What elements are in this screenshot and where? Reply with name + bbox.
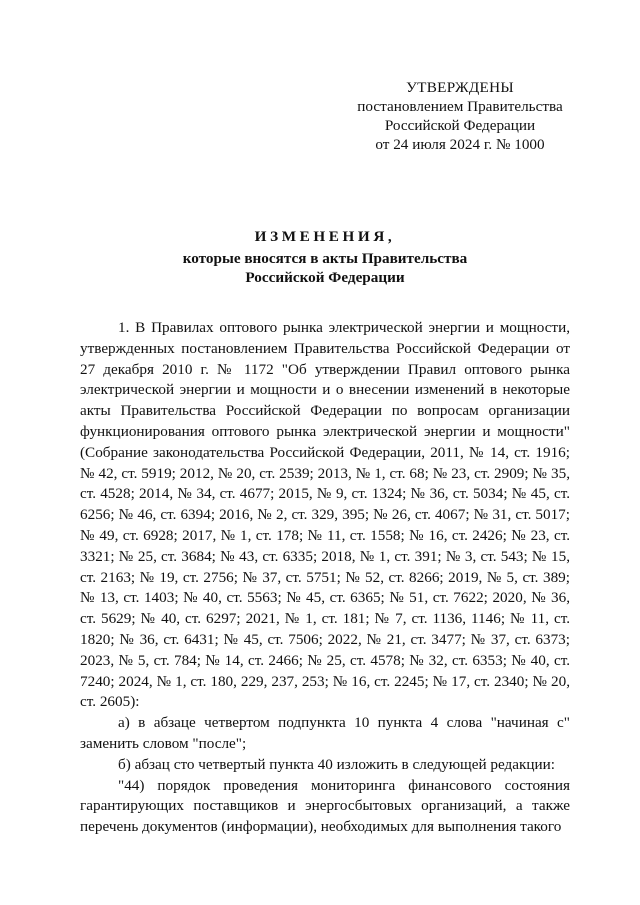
approval-block bbox=[330, 78, 590, 154]
paragraph-1: 1. В Правилах оптового рынка электрической энергии и мощности, утвержденных постановлением Правительства Российской Федерации от 27 декабря 2010 г. № 1172 "Об утверждении Правил оптового рынка электрической энергии и мощности и о внесении изменений в некоторые акты Правительства Российской Федерации по вопросам организации функционирования оптового рынка электрической энергии и мощности" (Собрание законодательства Российской Федерации, 2011, № 14, ст. 1916; № 42, ст. 5919; 2012, № 20, ст. 2539; 2013, № 1, ст. 68; № 23, ст. 2909; № 35, ст. 4528; 2014, № 34, ст. 4677; 2015, № 9, ст. 1324; № 36, ст. 5034; № 45, ст. 6256; № 46, ст. 6394; 2016, № 2, ст. 329, 395; № 26, ст. 4067; № 31, ст. 5017; № 49, ст. 6928; 2017, № 1, ст. 178; № 11, ст. 1558; № 16, ст. 2426; № 23, ст. 3321; № 25, ст. 3684; № 43, ст. 6335; 2018, № 1, ст. 391; № 3, ст. 543; № 15, ст. 2163; № 19, ст. 2756; № 37, ст. 5751; № 52, ст. 8266; 2019, № 5, ст. 389; № 13, ст. 1403; № 40, ст. 5563; № 45, ст. 6365; № 51, ст. 7622; 2020, № 36, ст. 5629; № 40, ст. 6297; 2021, № 1, ст. 181; № 7, ст. 1136, 1146; № 11, ст. 1820; № 36, ст. 6431; № 45, ст. 7506; 2022, № 21, ст. 3477; № 37, ст. 6373; 2023, № 5, ст. 784; № 14, ст. 2466; № 25, ст. 4578; № 32, ст. 6353; № 40, ст. 7240; 2024, № 1, ст. 180, 229, 237, 253; № 16, ст. 2245; № 17, ст. 2340; № 20, ст. 2605): bbox=[80, 319, 570, 711]
approval-header: УТВЕРЖДЕНЫ bbox=[406, 79, 514, 96]
paragraph-b: б) абзац сто четвертый пункта 40 изложить в следующей редакции: bbox=[118, 755, 555, 773]
approval-line-1: постановлением Правительства bbox=[357, 98, 563, 115]
paragraph-44: "44) порядок проведения мониторинга финансового состояния гарантирующих поставщиков и энергосбытовых организаций, а также перечень документов (информации), необходимых для выполнения такого bbox=[80, 776, 570, 836]
document-body bbox=[80, 318, 570, 838]
approval-line-3: от 24 июля 2024 г. № 1000 bbox=[375, 136, 545, 153]
title-main: ИЗМЕНЕНИЯ, bbox=[254, 228, 396, 245]
title-sub-1: которые вносятся в акты Правительства bbox=[182, 249, 468, 267]
approval-line-2: Российской Федерации bbox=[384, 117, 536, 134]
title-sub-2: Российской Федерации bbox=[245, 269, 405, 286]
paragraph-a: а) в абзаце четвертом подпункта 10 пункта 4 слова "начиная с" заменить словом "после"; bbox=[80, 714, 570, 752]
document-title bbox=[80, 227, 570, 288]
